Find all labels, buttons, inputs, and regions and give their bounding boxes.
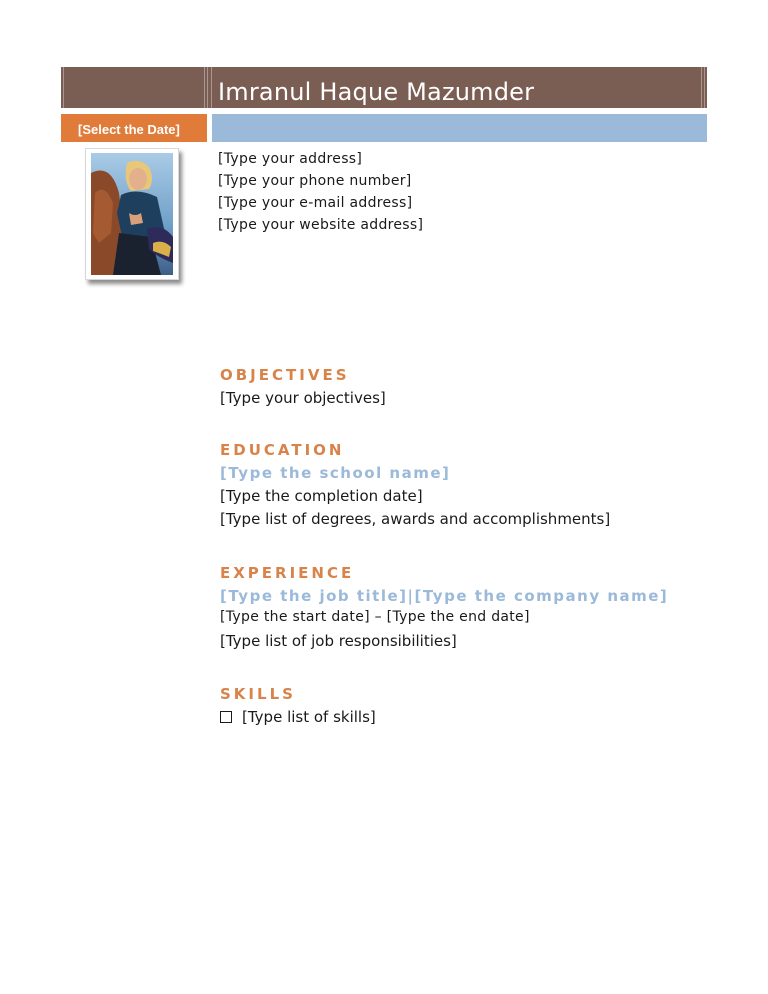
phone-field[interactable]: [Type your phone number] — [218, 173, 412, 189]
skills-field[interactable]: [Type list of skills] — [242, 708, 376, 726]
accent-bar — [212, 114, 707, 142]
objectives-heading: OBJECTIVES — [220, 366, 350, 384]
resume-name[interactable]: Imranul Haque Mazumder — [218, 78, 535, 106]
address-field[interactable]: [Type your address] — [218, 151, 363, 167]
school-name-field[interactable]: [Type the school name] — [220, 464, 451, 482]
degrees-field[interactable]: [Type list of degrees, awards and accomplishments] — [220, 510, 611, 528]
education-heading: EDUCATION — [220, 441, 345, 459]
completion-date-field[interactable]: [Type the completion date] — [220, 487, 423, 505]
website-field[interactable]: [Type your website address] — [218, 217, 424, 233]
job-title-company-field[interactable]: [Type the job title]|[Type the company name] — [220, 587, 669, 605]
objectives-field[interactable]: [Type your objectives] — [220, 389, 386, 407]
job-dates-field[interactable]: [Type the start date] – [Type the end date] — [220, 609, 530, 625]
banner-rule — [207, 67, 208, 108]
banner-rule — [63, 67, 64, 108]
banner-rule — [701, 67, 702, 108]
checkbox-bullet-icon — [220, 711, 232, 723]
select-date-field[interactable]: [Select the Date] — [78, 122, 180, 137]
profile-photo[interactable] — [85, 148, 179, 280]
banner-rule — [211, 67, 212, 108]
responsibilities-field[interactable]: [Type list of job responsibilities] — [220, 632, 457, 650]
banner-rule — [204, 67, 205, 108]
banner-rule — [704, 67, 705, 108]
email-field[interactable]: [Type your e-mail address] — [218, 195, 413, 211]
skills-heading: SKILLS — [220, 685, 296, 703]
person-photo-icon — [91, 153, 173, 275]
experience-heading: EXPERIENCE — [220, 564, 355, 582]
